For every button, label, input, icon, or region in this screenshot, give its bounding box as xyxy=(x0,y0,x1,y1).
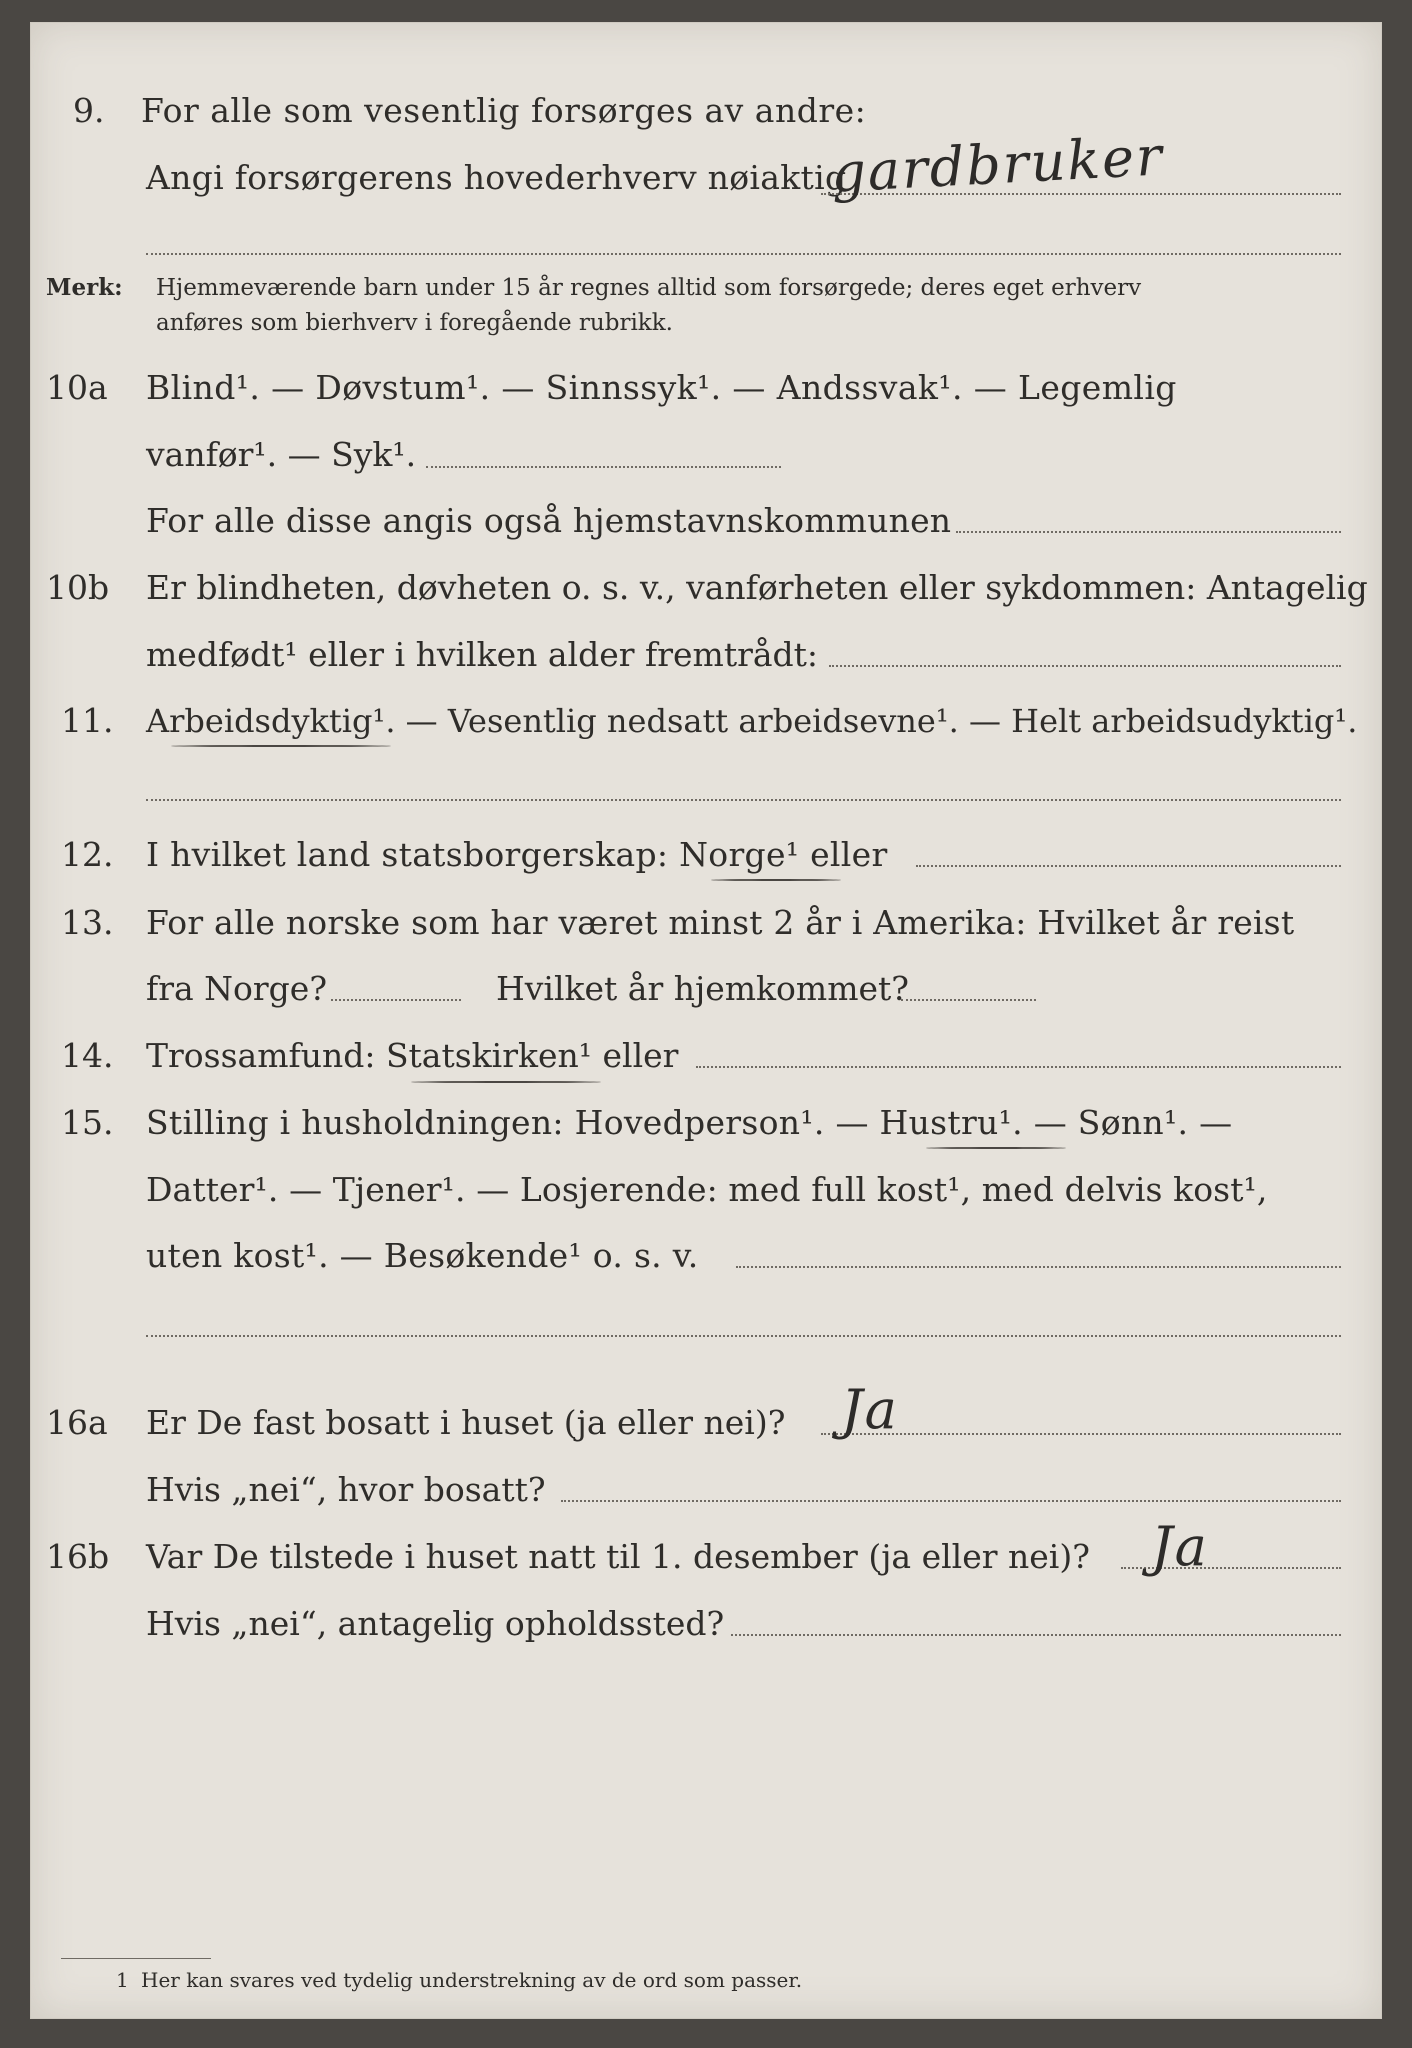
q11-underline-mark xyxy=(171,745,391,747)
q16a-answer-line xyxy=(821,1433,1341,1435)
footnote-mark: 1 xyxy=(116,1968,129,1992)
footnote-text: Her kan svares ved tydelig understrekning av de ord som passer. xyxy=(141,1968,803,1992)
q14-underline-mark xyxy=(411,1081,601,1083)
q10a-line2: vanfør¹. — Syk¹. xyxy=(146,435,417,474)
q14-line1: Trossamfund: Statskirken¹ eller xyxy=(146,1036,679,1075)
q9-line1: For alle som vesentlig forsørges av andre: xyxy=(141,91,867,130)
q16b-line1: Var De tilstede i huset natt til 1. desember (ja eller nei)? xyxy=(146,1537,1090,1576)
census-form-page xyxy=(30,22,1382,2019)
q15-line3: uten kost¹. — Besøkende¹ o. s. v. xyxy=(146,1236,699,1275)
footnote-rule xyxy=(61,1958,211,1959)
q10a-number: 10a xyxy=(46,368,108,407)
q10b-line1: Er blindheten, døvheten o. s. v., vanførheten eller sykdommen: Antagelig xyxy=(146,568,1368,607)
q10b-blank xyxy=(829,665,1341,667)
q14-blank xyxy=(696,1066,1341,1068)
q16b-blank xyxy=(731,1634,1341,1636)
q16a-number: 16a xyxy=(46,1403,108,1442)
q10a-line1: Blind¹. — Døvstum¹. — Sinnssyk¹. — Andssvak¹. — Legemlig xyxy=(146,368,1177,407)
q13-number: 13. xyxy=(61,903,114,942)
q13-line2b: Hvilket år hjemkommet? xyxy=(496,969,909,1008)
q11-number: 11. xyxy=(61,701,114,740)
q10b-line2: medfødt¹ eller i hvilken alder fremtrådt: xyxy=(146,635,819,674)
q12-line1: I hvilket land statsborgerskap: Norge¹ eller xyxy=(146,835,888,874)
merk-line1: Hjemmeværende barn under 15 år regnes alltid som forsørgede; deres eget erhverv xyxy=(156,275,1142,301)
q11-extra-line xyxy=(146,799,1341,801)
q10a-line3: For alle disse angis også hjemstavnskommunen xyxy=(146,501,952,540)
q12-underline-mark xyxy=(711,879,841,881)
q16b-line2: Hvis „nei“, antagelig opholdssted? xyxy=(146,1604,725,1643)
q15-extra-line xyxy=(146,1335,1341,1337)
q15-blank xyxy=(736,1266,1341,1268)
q13-line2a: fra Norge? xyxy=(146,969,328,1008)
q10a-line3-blank xyxy=(956,531,1341,533)
q9-handwritten-answer: gardbruker xyxy=(829,124,1166,205)
q16a-handwritten-answer: Ja xyxy=(841,1378,899,1441)
q13-blank-b xyxy=(901,999,1036,1001)
merk-line2: anføres som bierhverv i foregående rubrikk. xyxy=(156,310,673,336)
q15-underline-mark xyxy=(926,1147,1066,1149)
q10b-number: 10b xyxy=(46,568,110,607)
q16b-number: 16b xyxy=(46,1537,110,1576)
q13-line1: For alle norske som har været minst 2 år i Amerika: Hvilket år reist xyxy=(146,903,1295,942)
q15-line1: Stilling i husholdningen: Hovedperson¹. — Hustru¹. — Sønn¹. — xyxy=(146,1103,1233,1142)
q16a-blank xyxy=(561,1500,1341,1502)
q10a-line2-blank xyxy=(426,466,781,468)
q9-extra-line xyxy=(146,253,1341,255)
q16b-handwritten-answer: Ja xyxy=(1151,1515,1209,1578)
q12-blank xyxy=(916,865,1341,867)
merk-label: Merk: xyxy=(46,274,123,301)
q15-line2: Datter¹. — Tjener¹. — Losjerende: med full kost¹, med delvis kost¹, xyxy=(146,1170,1268,1209)
q12-number: 12. xyxy=(61,835,114,874)
q14-number: 14. xyxy=(61,1036,114,1075)
q15-number: 15. xyxy=(61,1103,114,1142)
q9-number: 9. xyxy=(73,91,105,130)
q16a-line1: Er De fast bosatt i huset (ja eller nei)? xyxy=(146,1403,786,1442)
q9-line2: Angi forsørgerens hovederhverv nøiaktig xyxy=(146,158,847,197)
q11-line1: Arbeidsdyktig¹. — Vesentlig nedsatt arbeidsevne¹. — Helt arbeidsudyktig¹. xyxy=(146,702,1358,740)
q13-blank-a xyxy=(331,999,461,1001)
q16a-line2: Hvis „nei“, hvor bosatt? xyxy=(146,1470,546,1509)
